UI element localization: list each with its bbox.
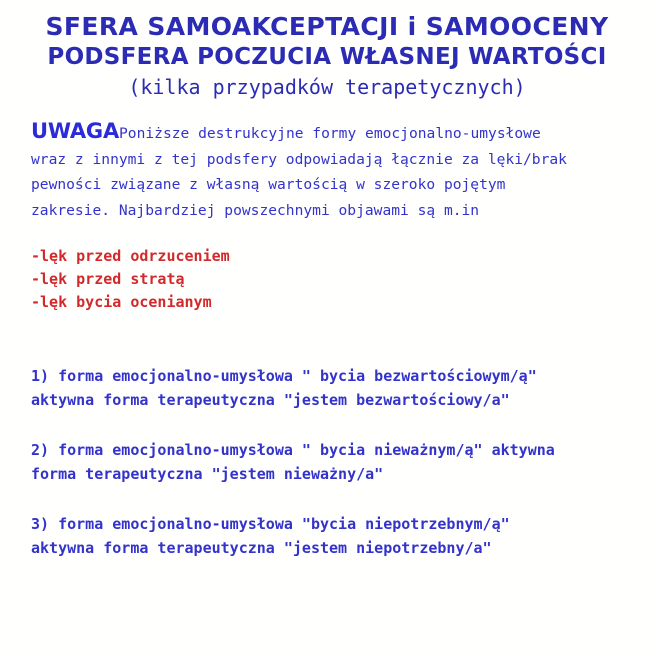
list-item: -lęk przed stratą [31, 270, 185, 288]
form-1-line-2: aktywna forma terapeutyczna "jestem bezwartościowy/a" [31, 391, 510, 409]
form-1-line-1: 1) forma emocjonalno-umysłowa " bycia bezwartościowym/ą" [31, 367, 537, 385]
list-item: -lęk przed odrzuceniem [31, 247, 230, 265]
warning-line-3: pewności związane z własną wartością w szeroko pojętym [31, 176, 506, 193]
list-item [31, 438, 636, 486]
page-title-line-1: SFERA SAMOAKCEPTACJI i SAMOOCENY [45, 12, 609, 41]
warning-line-4: zakresie. Najbardziej powszechnymi objawami są m.in [31, 201, 480, 219]
page-subtitle: (kilka przypadków terapetycznych) [128, 75, 526, 99]
form-3-line-2: aktywna forma terapeutyczna "jestem niepotrzebny/a" [31, 539, 492, 557]
form-3-line-1: 3) forma emocjonalno-umysłowa "bycia niepotrzebnym/ą" [31, 515, 510, 533]
warning-line-1: Poniższe destrukcyjne formy emocjonalno-umysłowe [119, 125, 541, 142]
list-item [31, 512, 636, 560]
list-item [31, 364, 636, 412]
page-title-line-2: PODSFERA POCZUCIA WŁASNEJ WARTOŚCI [47, 44, 607, 70]
warning-paragraph [31, 119, 636, 223]
title-block [0, 0, 654, 102]
list-item: -lęk bycia ocenianym [31, 293, 212, 311]
symptom-list [31, 245, 636, 314]
therapeutic-forms-list [31, 364, 636, 560]
body-area [0, 119, 654, 560]
warning-label: UWAGA [31, 119, 120, 143]
form-2-line-1: 2) forma emocjonalno-umysłowa " bycia nieważnym/ą" aktywna [31, 441, 555, 459]
warning-line-2: wraz z innymi z tej podsfery odpowiadają łącznie za lęki/brak [31, 150, 567, 168]
form-2-line-2: forma terapeutyczna "jestem nieważny/a" [31, 465, 384, 483]
